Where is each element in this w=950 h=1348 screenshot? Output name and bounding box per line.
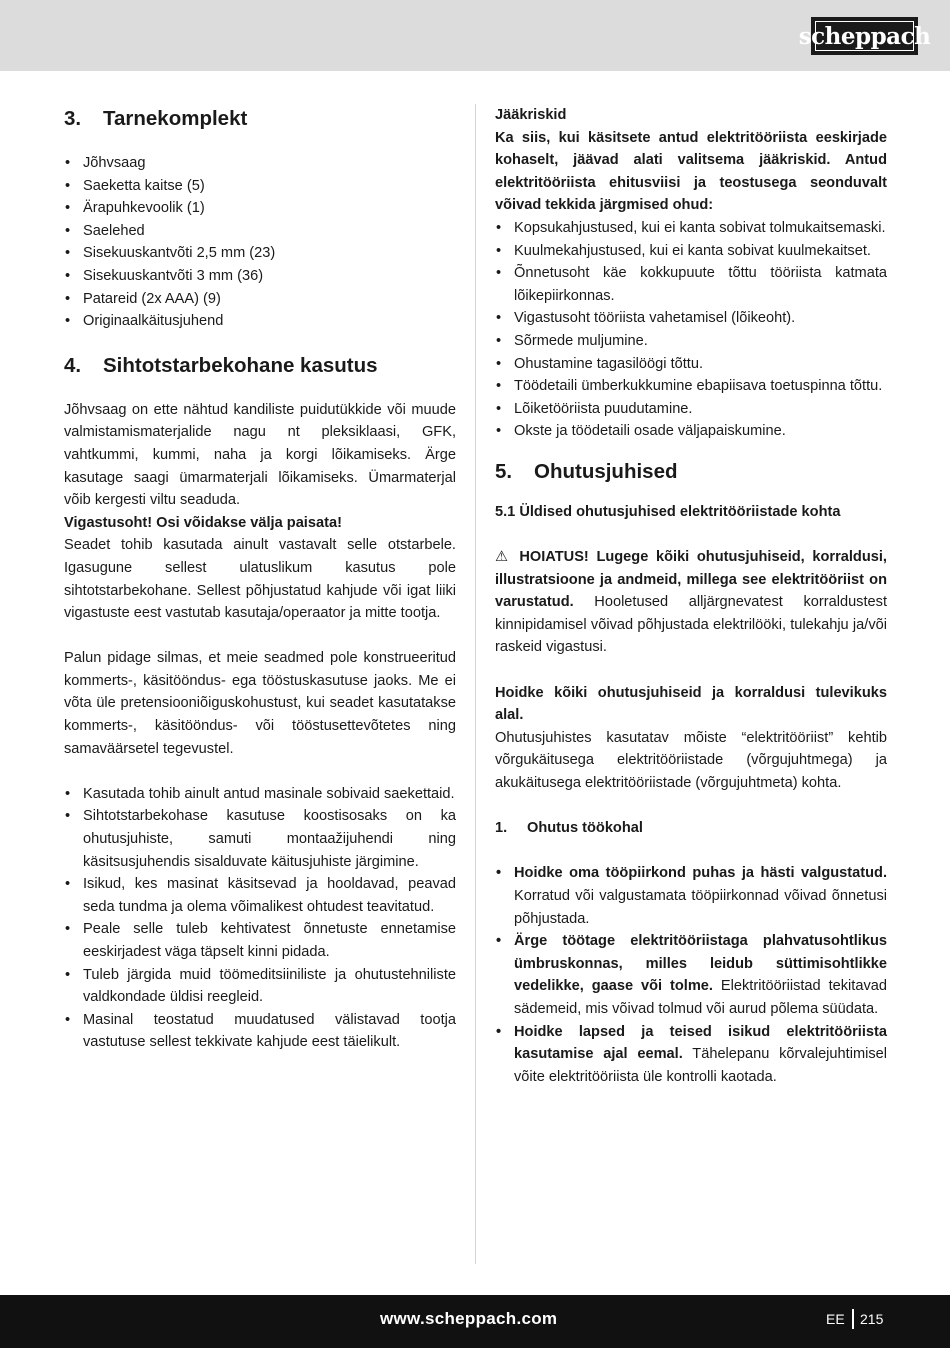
list-item: • Ärge töötage elektritööriistaga plahvatusohtlikus ümbruskonnas, milles leidub süttimisohtlikke vedelikke, gaase või tolme. Elektritööriistad tekitavad sädemeid, mis võivad tolmud või aurud põlema süüdata. <box>495 930 887 1020</box>
risk-list <box>495 217 887 443</box>
list-item: • Lõiketööriista puudutamine. <box>495 398 887 421</box>
right-column <box>495 104 887 1088</box>
injury-warning: Vigastusoht! Osi võidakse välja paisata! <box>64 514 342 531</box>
list-item: • Sihtotstarbekohase kasutuse koostisosaks on ka ohutusjuhiste, samuti montaažijuhendi ning käsitsusjuhendis sisalduvate käitusjuhiste järgimine. <box>64 805 456 873</box>
language-code: EE <box>826 1311 845 1327</box>
section-heading-5: 5. Ohutusjuhised <box>495 459 678 483</box>
list-item: • Õnnetusoht käe kokkupuute tõttu tööriista katmata lõikepiirkonnas. <box>495 262 887 307</box>
paragraph: Ohutusjuhistes kasutatav mõiste “elektritööriist” kehtib võrgukäitusega elektritööriistade (võrgujuhtmega) ja akukäitusega elektritööriistade (võrgujuhtmeta) kohta. <box>495 729 887 792</box>
footer-bar <box>0 1295 950 1348</box>
column-divider <box>475 104 476 1264</box>
list-item: • Isikud, kes masinat käsitsevad ja hooldavad, peavad seda tundma ja olema võimalikest ohtudest teavitatud. <box>64 873 456 918</box>
keep-instructions: Hoidke kõiki ohutusjuhiseid ja korraldusi tulevikuks alal. <box>495 684 887 724</box>
residual-risks-title: Jääkriskid <box>495 107 567 123</box>
list-item: • Tuleb järgida muid töömeditsiiniliste ja ohutustehniliste valdkondade üldisi reegleid. <box>64 964 456 1009</box>
usage-list <box>64 783 456 1054</box>
list-item: • Kuulmekahjustused, kui ei kanta sobivat kuulmekaitset. <box>495 240 887 263</box>
list-item: • Hoidke oma tööpiirkond puhas ja hästi valgustatud. Korratud või valgustamata tööpiirkonnad võivad õnnetusi põhjustada. <box>495 862 887 930</box>
warning-triangle-icon: ⚠ <box>495 549 512 566</box>
workplace-safety-heading: 1. Ohutus töökohal <box>495 820 643 837</box>
list-item: • Kopsukahjustused, kui ei kanta sobivat tolmukaitsemaski. <box>495 217 887 240</box>
residual-risks-intro: Ka siis, kui käsitsete antud elektritööriista eeskirjade kohaselt, jäävad alati valitsema jääkriskid. Antud elektritööriista ehitusviisi ja teostusega seonduvalt võivad tekkida järgmised ohud: <box>495 129 887 214</box>
list-item: • Vigastusoht tööriista vahetamisel (lõikeoht). <box>495 307 887 330</box>
subsection-heading-5-1: 5.1 Üldised ohutusjuhised elektritööriistade kohta <box>495 503 841 520</box>
section-heading-4: 4. Sihtotstarbekohane kasutus <box>64 353 378 377</box>
list-item: • Patareid (2x AAA) (9) <box>64 288 456 311</box>
list-item: • Saeketta kaitse (5) <box>64 175 456 198</box>
footer-separator <box>852 1309 854 1329</box>
paragraph: Palun pidage silmas, et meie seadmed pole konstrueeritud kommerts-, käsitööndus- ega tööstuskasutuse jaoks. Me ei võta üle pretensiooniõiguskohustust, kui seadet kasutatakse kommerts-, käsitööndus- või tööstusettevõtetes ning samaväärsetel tegevustel. <box>64 650 456 757</box>
list-item: • Sisekuuskantvõti 3 mm (36) <box>64 265 456 288</box>
list-item: • Töödetaili ümberkukkumine ebapiisava toetuspinna tõttu. <box>495 375 887 398</box>
paragraph: Jõhvsaag on ette nähtud kandiliste puidutükkide või muude valmistamismaterjalide nagu nt pleksiklaasi, GFK, vahtkummi, kummi, naha ja korgi lõikamiseks. Ärge kasutage saagi ümarmaterjali lõikamiseks. Ümarmaterjal võib kergesti viltu seaduda. <box>64 401 456 509</box>
list-item: • Okste ja töödetaili osade väljapaiskumine. <box>495 420 887 443</box>
paragraph: Seadet tohib kasutada ainult vastavalt selle otstarbele. Igasugune sellest ulatuslikum kasutus pole sihtotstarbekohane. Sellest põhjustatud kahjude või igat liiki vigastuste eest vastutab kasutaja/operaator ja mitte tootja. <box>64 537 456 622</box>
list-item: • Saelehed <box>64 220 456 243</box>
list-item: • Ohustamine tagasilöögi tõttu. <box>495 353 887 376</box>
brand-logo: scheppach <box>811 17 918 55</box>
list-item: • Originaalkäitusjuhend <box>64 310 456 333</box>
left-column <box>64 104 456 1054</box>
warning-paragraph: ⚠ HOIATUS! Lugege kõiki ohutusjuhiseid, korraldusi, illustratsioone ja andmeid, millega see elektritööriist on varustatud. Hooletused alljärgnevatest korraldustest kinnipidamisel võivad põhjustada elektrilööki, tulekahju ja/või raskeid vigastusi. <box>495 549 887 656</box>
list-item: • Peale selle tuleb kehtivatest õnnetuste ennetamise eeskirjadest väga täpselt kinni pidada. <box>64 918 456 963</box>
website-link[interactable]: www.scheppach.com <box>380 1309 558 1328</box>
list-item: • Ärapuhkevoolik (1) <box>64 197 456 220</box>
list-item: • Sõrmede muljumine. <box>495 330 887 353</box>
workplace-safety-list <box>495 862 887 1088</box>
section-heading-3: 3. Tarnekomplekt <box>64 107 248 130</box>
list-item: • Jõhvsaag <box>64 152 456 175</box>
list-item: • Masinal teostatud muudatused välistavad tootja vastutuse sellest tekkivate kahjude eest täielikult. <box>64 1009 456 1054</box>
page-number: 215 <box>860 1311 884 1327</box>
list-item: • Kasutada tohib ainult antud masinale sobivaid saekettaid. <box>64 783 456 806</box>
list-item: • Hoidke lapsed ja teised isikud elektritööriista kasutamise ajal eemal. Tähelepanu kõrvalejuhtimisel võite elektritööriista üle kontrolli kaotada. <box>495 1021 887 1089</box>
list-item: • Sisekuuskantvõti 2,5 mm (23) <box>64 242 456 265</box>
delivery-list <box>64 152 456 333</box>
header-bar <box>0 0 950 71</box>
